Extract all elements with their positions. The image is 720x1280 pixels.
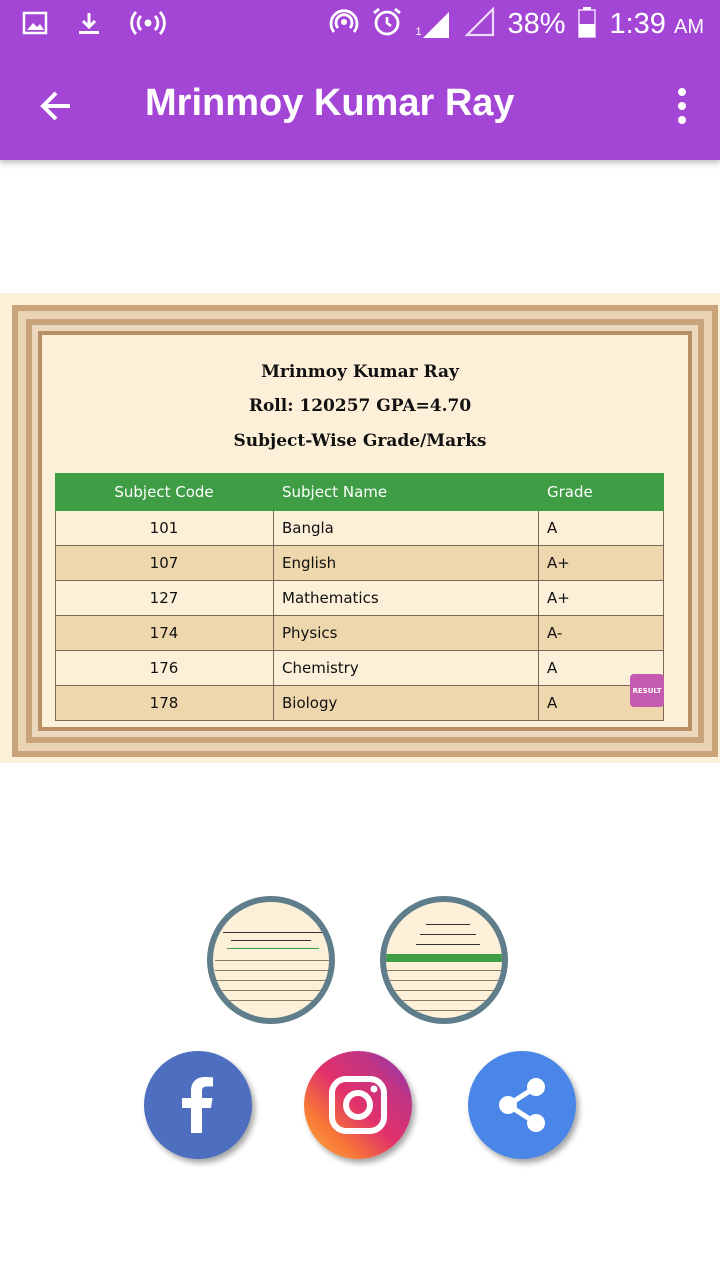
image-icon	[22, 10, 48, 40]
grade-table	[55, 473, 664, 721]
instagram-icon	[304, 1051, 412, 1159]
subject-code: 178	[56, 686, 274, 721]
subject-code: 174	[56, 616, 274, 651]
table-header-row	[56, 474, 664, 511]
thumbnail-grade-table[interactable]	[380, 896, 508, 1024]
column-header: Grade	[539, 474, 664, 511]
table-row	[56, 616, 664, 651]
clock-time: 1:39	[609, 8, 666, 40]
toolbar	[0, 60, 720, 152]
subject-code: 127	[56, 581, 274, 616]
table-row	[56, 511, 664, 546]
grade: A-	[539, 616, 664, 651]
more-vert-icon[interactable]	[672, 84, 692, 128]
subject-code: 101	[56, 511, 274, 546]
alarm-icon	[371, 6, 403, 43]
arrow-back-icon[interactable]	[32, 82, 80, 130]
table-row	[56, 651, 664, 686]
grade: A+	[539, 546, 664, 581]
wireless-icon	[130, 10, 166, 40]
grade: A	[539, 686, 664, 721]
share-button[interactable]	[468, 1051, 576, 1159]
table-row	[56, 686, 664, 721]
hotspot-icon	[329, 7, 359, 42]
column-header: Subject Name	[274, 474, 539, 511]
grade: A	[539, 651, 664, 686]
subject-name: Physics	[274, 616, 539, 651]
column-header: Subject Code	[56, 474, 274, 511]
subject-code: 176	[56, 651, 274, 686]
subject-name: Biology	[274, 686, 539, 721]
grade: A	[539, 511, 664, 546]
subject-code: 107	[56, 546, 274, 581]
instagram-share-button[interactable]	[304, 1051, 412, 1159]
subject-name: Bangla	[274, 511, 539, 546]
table-row	[56, 546, 664, 581]
subject-name: English	[274, 546, 539, 581]
download-icon	[76, 10, 102, 40]
certificate-roll-gpa: Roll: 120257 GPA=4.70	[248, 396, 472, 416]
certificate-subtitle: Subject-Wise Grade/Marks	[233, 431, 487, 451]
app-bar	[0, 0, 720, 160]
battery-percent: 38%	[507, 8, 566, 40]
certificate-name: Mrinmoy Kumar Ray	[261, 362, 459, 382]
clock-ampm: AM	[674, 16, 704, 38]
status-bar	[0, 0, 720, 50]
thumbnail-certificate-front[interactable]	[207, 896, 335, 1024]
facebook-share-button[interactable]	[144, 1051, 252, 1159]
result-badge: RESULT	[630, 674, 664, 707]
clock	[609, 8, 704, 41]
page-title: Mrinmoy Kumar Ray	[145, 82, 515, 124]
share-icon	[468, 1051, 576, 1159]
subject-name: Mathematics	[274, 581, 539, 616]
grade: A+	[539, 581, 664, 616]
subject-name: Chemistry	[274, 651, 539, 686]
sim-label: 1	[415, 25, 422, 38]
table-row	[56, 581, 664, 616]
signal-empty-icon	[465, 7, 495, 42]
battery-icon	[577, 6, 597, 43]
facebook-icon	[144, 1051, 252, 1159]
signal-icon	[415, 10, 453, 40]
